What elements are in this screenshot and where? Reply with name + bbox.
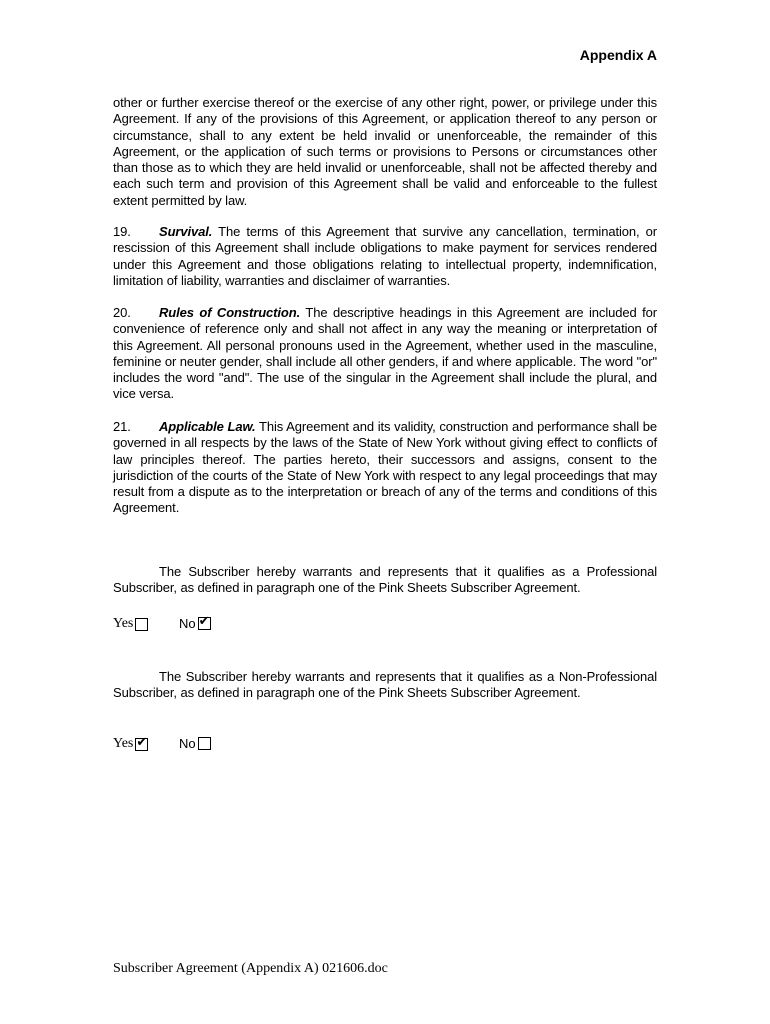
section-19 — [113, 224, 657, 289]
page-header-title: Appendix A — [579, 47, 657, 63]
professional-no-option — [179, 616, 211, 631]
section-number: 21. — [113, 419, 131, 434]
check-mark-icon: ✔ — [198, 614, 210, 629]
section-body: The descriptive headings in this Agreement are included for convenience of reference only and shall not affect in any way the meaning or interpretation of this Agreement. All personal pronouns used in the Agreement, whether used in the masculine, feminine or neuter gender, shall include all other genders, if and where applicable. The word "or" includes the word "and". The use of the singular in the Agreement shall include the plural, and vice versa. — [113, 305, 657, 402]
section-number: 19. — [113, 224, 131, 239]
no-label: No — [179, 616, 196, 631]
non-professional-yes-option — [113, 736, 148, 752]
section-body: The terms of this Agreement that survive any cancellation, termination, or rescission of this Agreement shall include obligations to make payment for services rendered under this Agreement and those obligations relating to intellectual property, indemnification, limitation of liability, warranties and disclaimer of warranties. — [113, 224, 657, 288]
section-20 — [113, 305, 657, 403]
section-body: This Agreement and its validity, construction and performance shall be governed in all respects by the laws of the State of New York without giving effect to conflicts of law principles thereof. The parties hereto, their successors and assigns, consent to the jurisdiction of the courts of the State of New York with respect to any legal proceedings that may result from a dispute as to the interpretation or breach of any of the terms and conditions of this Agreement. — [113, 419, 658, 516]
professional-yes-checkbox[interactable] — [135, 618, 148, 631]
section-heading: Applicable Law. — [159, 419, 256, 434]
non-professional-no-checkbox[interactable] — [198, 737, 211, 750]
no-label: No — [179, 736, 196, 751]
professional-yes-option — [113, 616, 148, 632]
footer-filename: Subscriber Agreement (Appendix A) 021606.doc — [113, 961, 388, 976]
non-professional-warranty-statement: The Subscriber hereby warrants and represents that it qualifies as a Non-Professional Subscriber, as defined in paragraph one of the Pink Sheets Subscriber Agreement. — [113, 669, 657, 701]
yes-label: Yes — [113, 736, 134, 751]
non-professional-yes-checkbox[interactable] — [135, 734, 148, 751]
section-heading: Survival. — [159, 224, 213, 239]
continuation-paragraph: other or further exercise thereof or the exercise of any other right, power, or privilege under this Agreement. If any of the provisions of this Agreement, or application thereof to any person or circumstance, shall to any extent be held invalid or unenforceable, the remainder of this Agreement, or the application of such terms or provisions to Persons or circumstances other than those as to which they are held invalid or unenforceable, shall not be affected thereby and each such term and provision of this Agreement shall be valid and enforceable to the fullest extent permitted by law. — [113, 95, 657, 208]
section-number: 20. — [113, 305, 131, 320]
professional-warranty-statement: The Subscriber hereby warrants and represents that it qualifies as a Professional Subscriber, as defined in paragraph one of the Pink Sheets Subscriber Agreement. — [113, 564, 657, 596]
section-heading: Rules of Construction. — [159, 305, 301, 320]
yes-label: Yes — [113, 616, 134, 631]
check-mark-icon: ✔ — [136, 734, 148, 750]
section-21 — [113, 419, 657, 517]
professional-no-checkbox[interactable] — [198, 614, 211, 630]
non-professional-no-option — [179, 736, 211, 751]
